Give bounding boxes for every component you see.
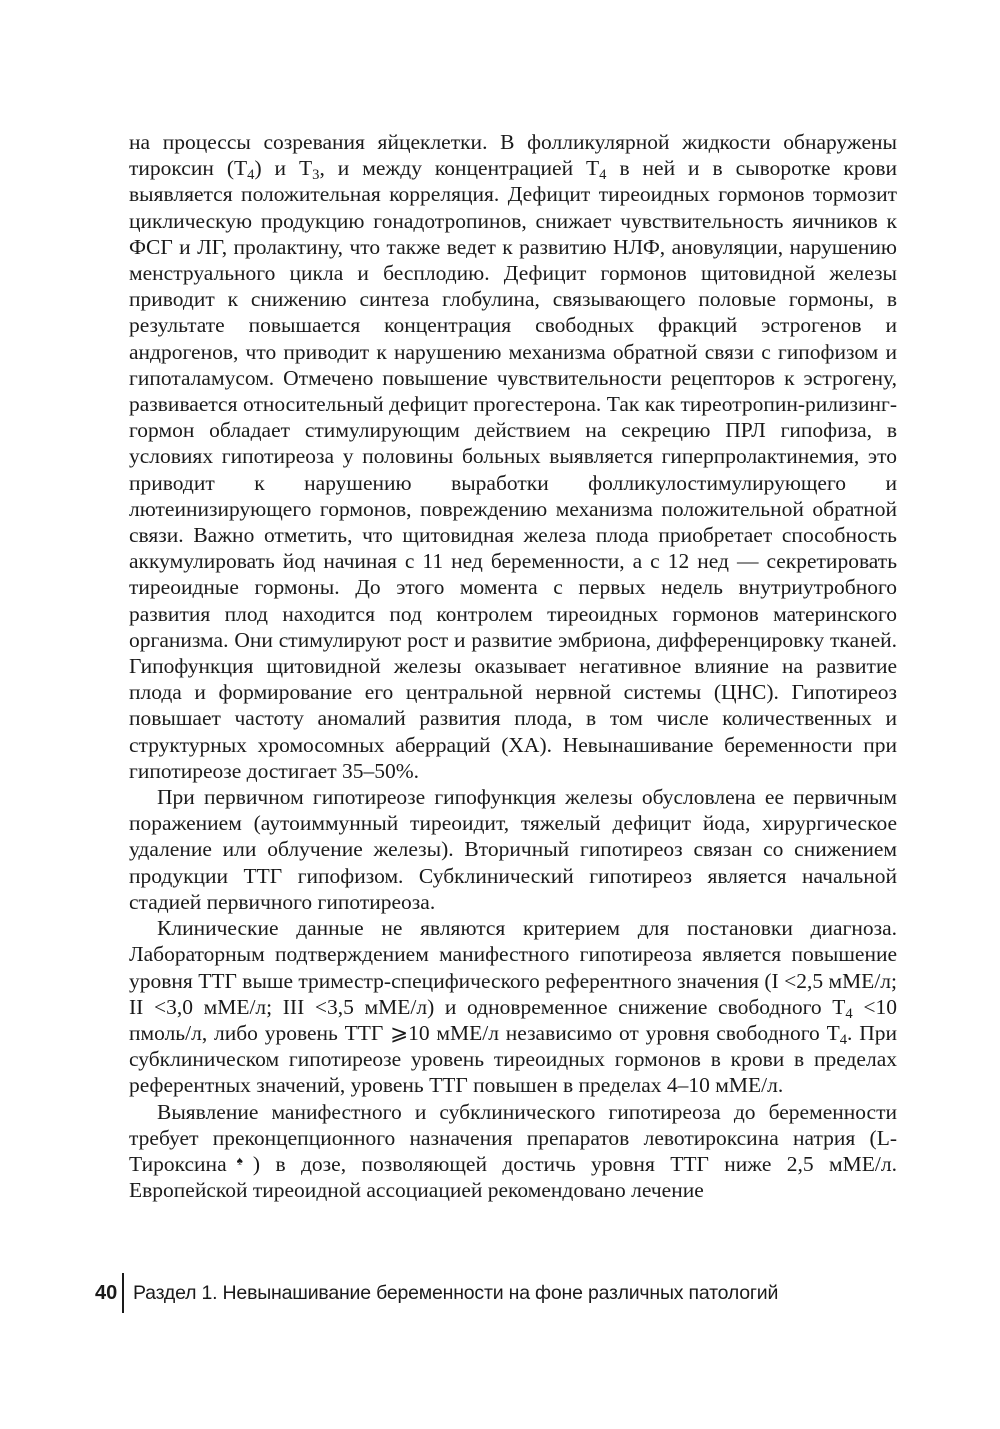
text-run: в ней и в сыворотке крови выявляется положительная корреляция. Дефицит тиреоидных гормонов тормозит циклическую продукцию гонадотропинов, снижает чувствительность яичников к ФСГ и ЛГ, пролактину, что также ведет к развитию НЛФ, ановуляции, нарушению менструального цикла и бесплодию. Дефицит гормонов щитовидной железы приводит к снижению синтеза глобулина, связывающего половые гормоны, в результате повышается концентрация свободных фракций эстрогенов и андрогенов, что приводит к нарушению механизма обратной связи с гипофизом и гипоталамусом. Отмечено повышение чувствительности рецепторов к эстрогену, развивается относительный дефицит прогестерона. Так как тиреотропин-рилизинг-гормон обладает стимулирующим действием на секрецию ПРЛ гипофиза, в условиях гипотиреоза у половины больных выявляется гиперпролактинемия, это приводит к нарушению выработки фолликулостимулирующего и лютеинизирующего гормонов, повреждению механизма положительной обратной связи. Важно отметить, что щитовидная железа плода приобретает способность аккумулировать йод начиная с 11 нед беременности, а с 12 нед — секретировать тиреоидные гормоны. До этого момента с первых недель внутриутробного развития плод находится под контролем тиреоидных гормонов материнского организма. Они стимулируют рост и развитие эмбриона, дифференцировку тканей. Гипофункция щитовидной железы оказывает негативное влияние на развитие плода и формирование его центральной нервной системы (ЦНС). Гипотиреоз повышает частоту аномалий развития плода, в том числе количественных и структурных хромосомных аберраций (ХА). Невынашивание беременности при гипотиреозе достигает 35–50%. [129,156,897,783]
subscript: 4 [839,1031,848,1048]
text-run: <10 пмоль/л, либо уровень ТТГ ⩾10 мМЕ/л независимо от уровня свободного Т [129,994,897,1045]
text-run: Клинические данные не являются критерием для постановки диагноза. Лабораторным подтверждением манифестного гипотиреоза является повышение уровня ТТГ выше триместр-специфического референтного значения (I <2,5 мМЕ/л; II <3,0 мМЕ/л; III <3,5 мМЕ/л) и одновременное снижение свободного Т [129,916,897,1019]
subscript: 4 [247,167,255,184]
text-run: ) и Т [254,156,313,181]
text-run: . При субклиническом гипотиреозе уровень тиреоидных гормонов в крови в пределах референтных значений, уровень ТТГ повышен в пределах 4–10 мМЕ/л. [129,1020,897,1098]
page-footer [95,1273,778,1313]
page-number: 40 [95,1281,118,1304]
trademark-mark: ♠ [226,1153,253,1168]
running-title: Раздел 1. Невынашивание беременности на фоне различных патологий [133,1281,779,1304]
subscript: 3 [312,167,320,184]
text-run: , и между концентрацией Т [319,156,600,181]
subscript: 4 [845,1005,853,1022]
main-text [129,129,897,1203]
text-run: на процессы созревания яйцеклетки. В фолликулярной жидкости обнаружены тироксин (Т [129,130,897,181]
paragraph-2: При первичном гипотиреозе гипофункция железы обусловлена ее первичным поражением (аутоиммунный тиреоидит, тяжелый дефицит йода, хирургическое удаление или облучение железы). Вторичный гипотиреоз связан со снижением продукции ТТГ гипофизом. Субклинический гипотиреоз является начальной стадией первичного гипотиреоза. [129,785,897,914]
text-run: ) в дозе, позволяющей достичь уровня ТТГ ниже 2,5 мМЕ/л. Европейской тиреоидной ассоциацией рекомендовано лечение [129,1151,897,1203]
paragraph-1 [129,129,897,784]
paragraph-3 [129,915,897,1098]
paragraph-4 [129,1099,897,1204]
text-run: Выявление манифестного и субклинического гипотиреоза до беременности требует преконцепционного назначения препаратов левотироксина натрия (L-Тироксина [129,1099,897,1176]
footer-divider [122,1273,124,1313]
subscript: 4 [599,167,607,184]
